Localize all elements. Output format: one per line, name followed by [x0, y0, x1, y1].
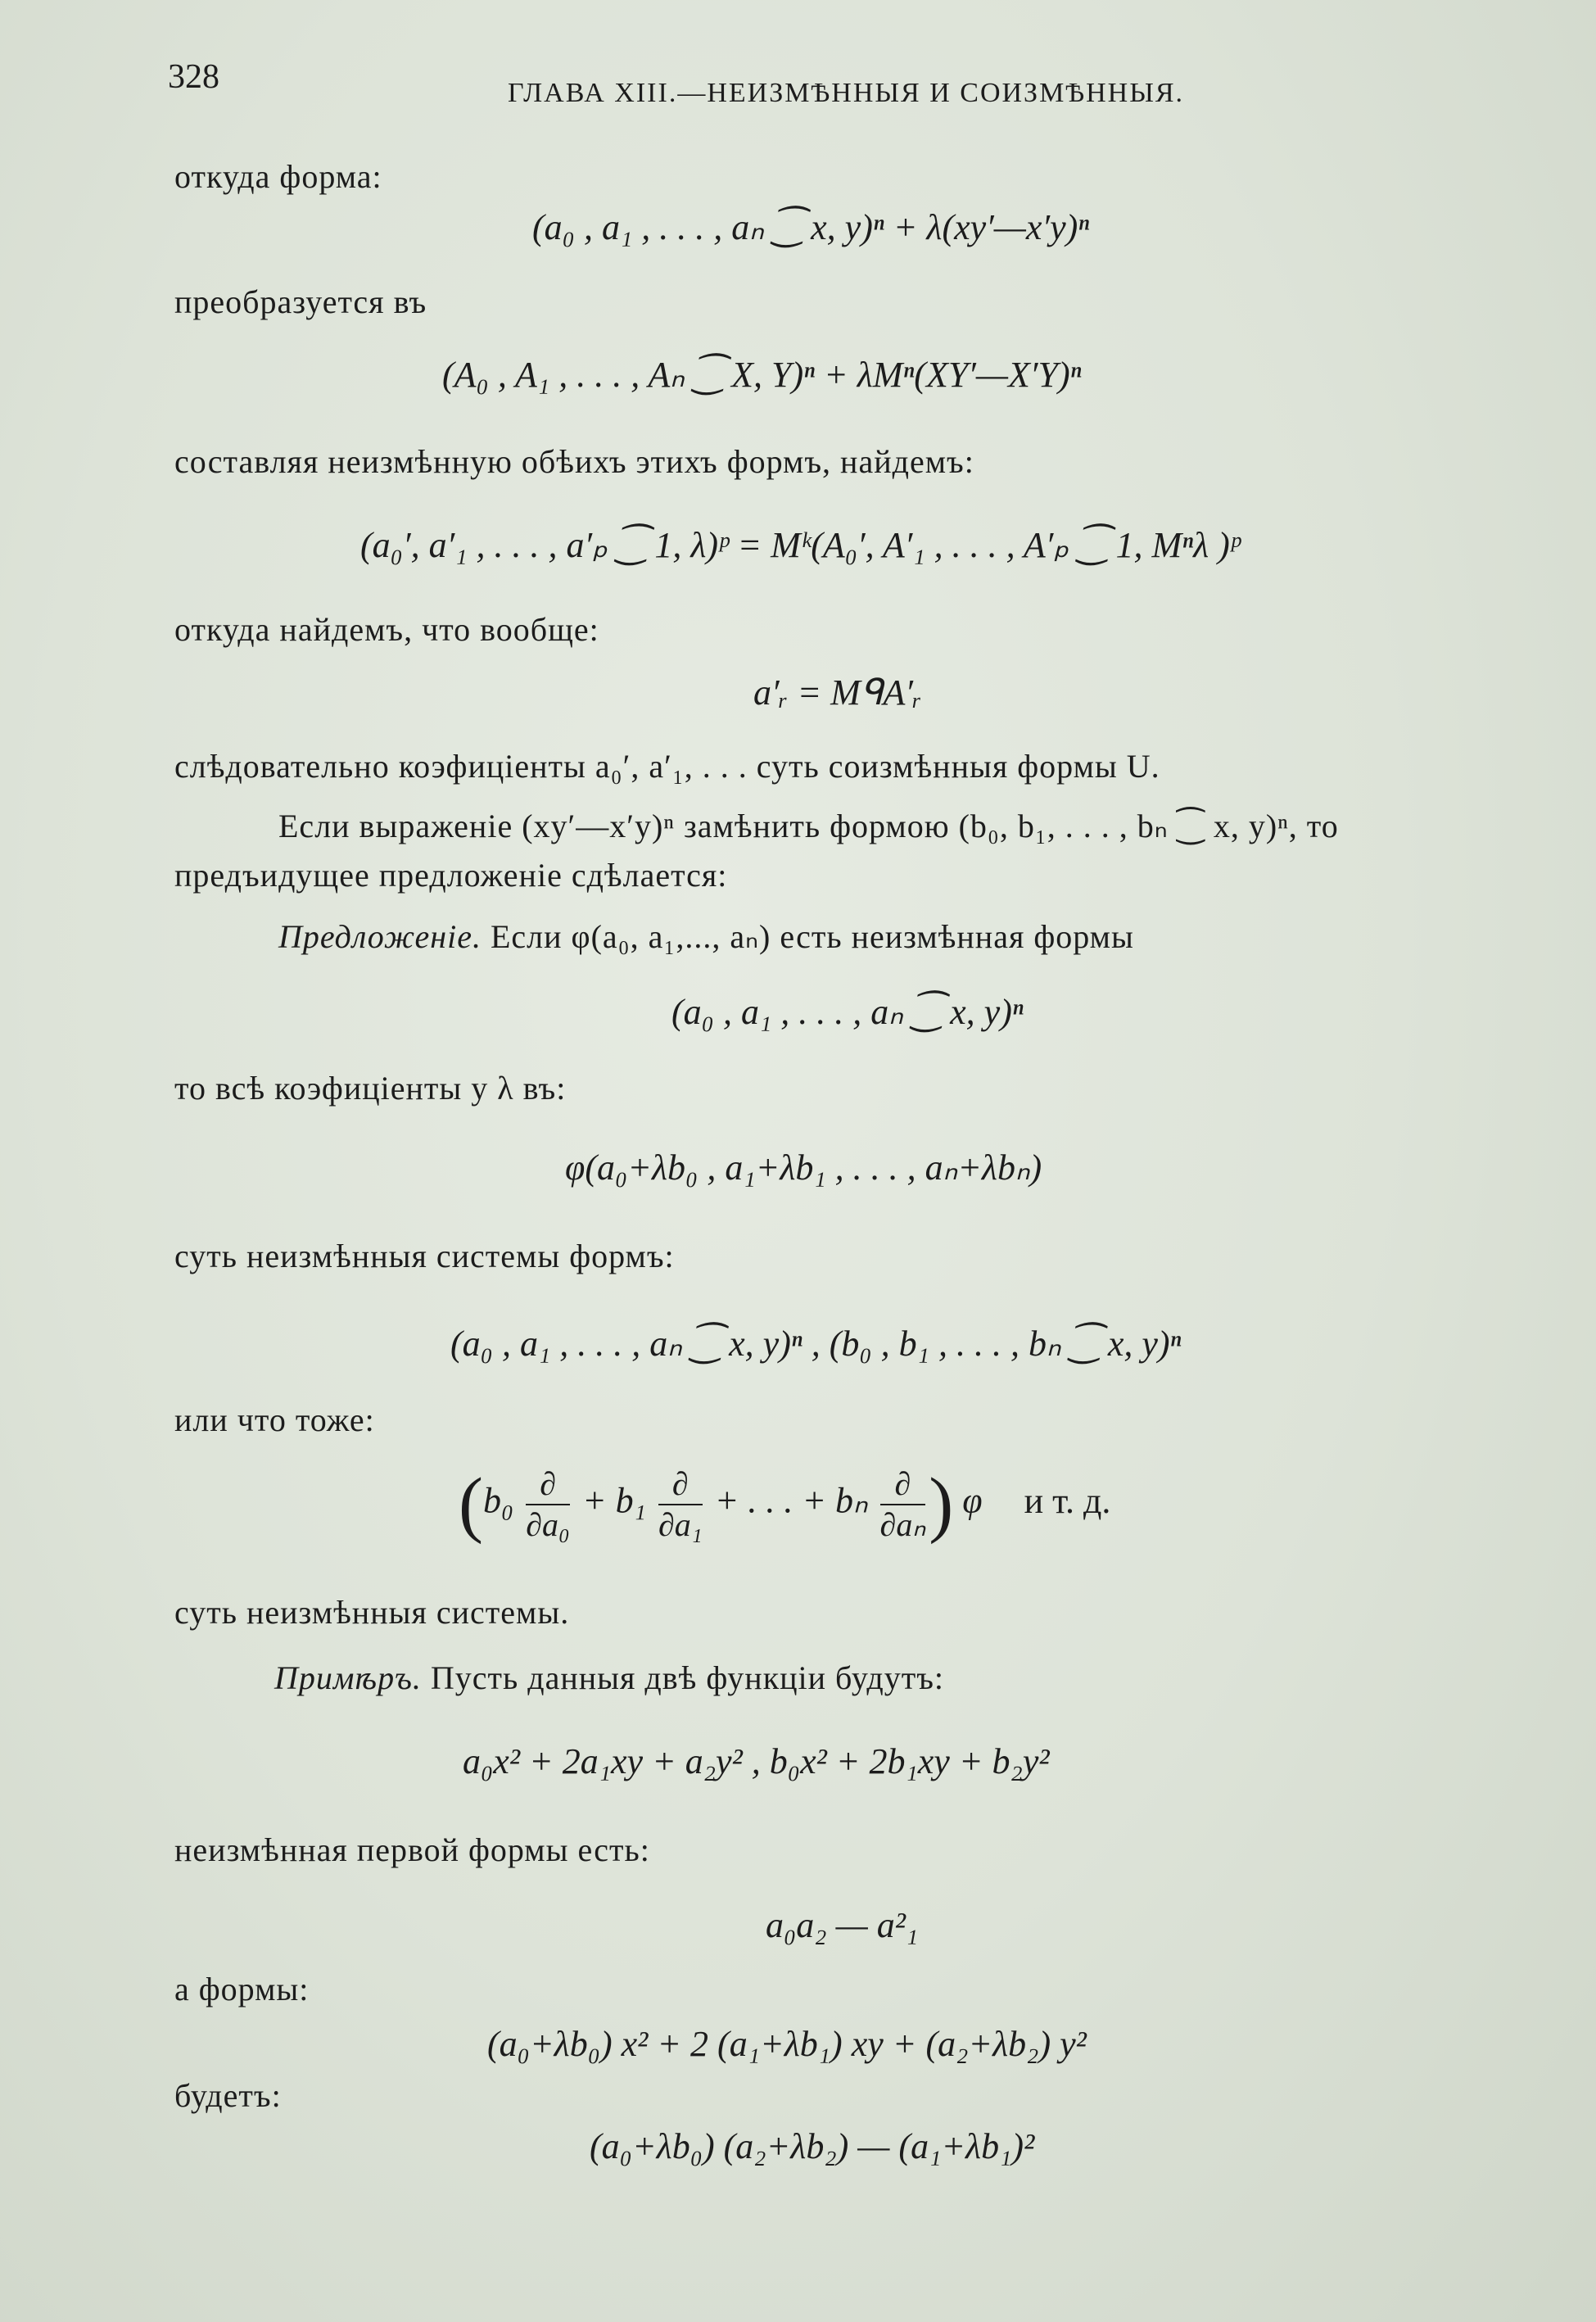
page-number: 328: [168, 58, 219, 96]
text-line: [278, 917, 1134, 956]
text-line: [274, 1659, 944, 1697]
text-line: Если выраженіе (xy′—x′y)ⁿ замѣнить формою (b₀, b₁, . . . , bₙ ⁐ x, y)ⁿ, то: [278, 808, 1339, 844]
text-line: будетъ:: [174, 2077, 282, 2114]
example-label: Примѣръ.: [274, 1659, 422, 1696]
formula: a′ᵣ = MᑫA′ᵣ: [753, 672, 922, 713]
operator-formula: (b₀ $\frac{\partial}{\text{∂a₀}}$ + b₁ $\frac{\partial}{\text{∂a₁}}$ + . . . + bₙ $\frac{\partial}{\text{∂aₙ}}$ ) φ и т. д.: [459, 1464, 1111, 1545]
text-line: преобразуется въ: [174, 283, 427, 320]
text-line: суть неизмѣнныя системы формъ:: [174, 1238, 675, 1274]
text-line: откуда форма:: [174, 158, 382, 195]
text-line: то всѣ коэфиціенты у λ въ:: [174, 1070, 567, 1107]
example-text: Пусть данныя двѣ функціи будутъ:: [430, 1659, 944, 1696]
text-line: неизмѣнная первой формы есть:: [174, 1831, 650, 1868]
text-line: или что тоже:: [174, 1401, 375, 1438]
formula: φ(a₀+λb₀ , a₁+λb₁ , . . . , aₙ+λbₙ): [565, 1147, 1042, 1188]
formula: (a₀ , a₁ , . . . , aₙ ⁐ x, y)ⁿ: [671, 992, 1024, 1032]
formula: (a₀ , a₁ , . . . , aₙ ⁐ x, y)ⁿ + λ(xy′—x′y)ⁿ: [532, 207, 1090, 247]
formula: a₀x² + 2a₁xy + a₂y² , b₀x² + 2b₁xy + b₂y²: [463, 1741, 1050, 1781]
formula: (a₀ , a₁ , . . . , aₙ ⁐ x, y)ⁿ , (b₀ , b₁ , . . . , bₙ ⁐ x, y)ⁿ: [450, 1324, 1182, 1364]
running-header: ГЛАВА XIII.—НЕИЗМѢННЫЯ И СОИЗМѢННЫЯ.: [508, 78, 1185, 108]
formula: (a₀+λb₀) x² + 2 (a₁+λb₁) xy + (a₂+λb₂) y²: [487, 2024, 1087, 2064]
text-line: суть неизмѣнныя системы.: [174, 1594, 570, 1631]
formula: (A₀ , A₁ , . . . , Aₙ ⁐ X, Y)ⁿ + λMⁿ(XY′—X′Y)ⁿ: [442, 355, 1082, 395]
text-line: предъидущее предложеніе сдѣлается:: [174, 857, 728, 894]
text-line: составляя неизмѣнную обѣихъ этихъ формъ, найдемъ:: [174, 443, 974, 480]
proposition-text: Если φ(a₀, a₁,..., aₙ) есть неизмѣнная формы: [490, 918, 1134, 955]
proposition-label: Предложеніе.: [278, 918, 482, 955]
text-line: откуда найдемъ, что вообще:: [174, 611, 599, 648]
formula: (a₀′, a′₁ , . . . , a′ₚ ⁐ 1, λ)ᵖ = Mᵏ(A₀′, A′₁ , . . . , A′ₚ ⁐ 1, Mⁿλ )ᵖ: [360, 525, 1241, 565]
text-line: слѣдовательно коэфиціенты a₀′, a′₁, . . . суть соизмѣнныя формы U.: [174, 748, 1160, 785]
formula: a₀a₂ — a²₁: [766, 1905, 919, 1945]
text-line: а формы:: [174, 1971, 310, 2007]
formula: (a₀+λb₀) (a₂+λb₂) — (a₁+λb₁)²: [590, 2126, 1035, 2166]
